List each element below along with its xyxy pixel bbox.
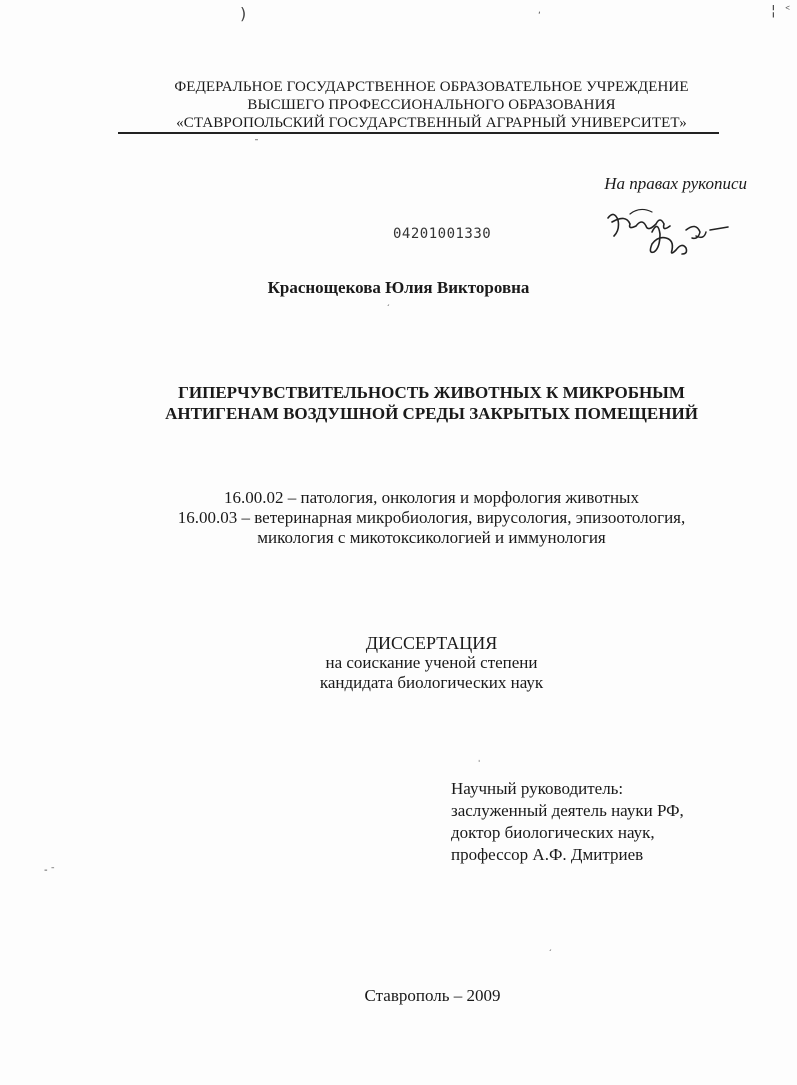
specialties <box>60 488 797 548</box>
institution-line: ФЕДЕРАЛЬНОЕ ГОСУДАРСТВЕННОЕ ОБРАЗОВАТЕЛЬНОЕ УЧРЕЖДЕНИЕ <box>174 79 689 95</box>
title-line: АНТИГЕНАМ ВОЗДУШНОЙ СРЕДЫ ЗАКРЫТЫХ ПОМЕЩЕНИЙ <box>165 404 698 423</box>
scan-mark: ˊ <box>548 949 552 958</box>
manuscript-rights: На правах рукописи <box>604 174 747 193</box>
scan-mark: ) <box>240 4 247 23</box>
document-number: 04201001330 <box>393 226 492 242</box>
advisor-line: заслуженный деятель науки РФ, <box>451 801 684 820</box>
advisor-line: Научный руководитель: <box>451 779 624 798</box>
specialty-line: 16.00.03 – ветеринарная микробиология, вирусология, эпизоотология, <box>177 508 686 527</box>
scan-mark: ¦ <box>771 3 776 19</box>
advisor-line: доктор биологических наук, <box>451 823 655 842</box>
institution-line: «СТАВРОПОЛЬСКИЙ ГОСУДАРСТВЕННЫЙ АГРАРНЫЙ УНИВЕРСИТЕТ» <box>176 115 687 131</box>
title-line: ГИПЕРЧУВСТВИТЕЛЬНОСТЬ ЖИВОТНЫХ К МИКРОБНЫМ <box>178 383 685 402</box>
specialty-line: 16.00.02 – патология, онкология и морфология животных <box>224 488 639 507</box>
institution-line: ВЫСШЕГО ПРОФЕССИОНАЛЬНОГО ОБРАЗОВАНИЯ <box>247 97 616 113</box>
scientific-advisor <box>451 778 684 866</box>
city-year: Ставрополь – 2009 <box>364 986 501 1005</box>
author-name: Краснощекова Юлия Викторовна <box>267 278 530 297</box>
scan-mark: ˉ <box>254 139 259 150</box>
scan-mark: ᑉ <box>785 5 791 16</box>
scan-mark: ˊ <box>386 304 390 313</box>
dissertation-title <box>60 382 797 424</box>
scan-mark: ˈ <box>478 759 481 768</box>
dissertation-heading: ДИССЕРТАЦИЯ <box>365 633 498 653</box>
advisor-line: профессор А.Ф. Дмитриев <box>451 845 644 864</box>
handwritten-signature <box>600 200 740 262</box>
institution-header <box>100 78 763 132</box>
header-divider <box>118 132 719 134</box>
scan-mark: ‘ <box>538 11 541 21</box>
degree-line: кандидата биологических наук <box>319 673 544 692</box>
specialty-line: микология с микотоксикологией и иммунология <box>257 528 606 547</box>
degree-line: на соискание ученой степени <box>325 653 538 672</box>
dissertation-block <box>60 633 797 693</box>
scan-mark: - ᐨ <box>44 865 55 876</box>
